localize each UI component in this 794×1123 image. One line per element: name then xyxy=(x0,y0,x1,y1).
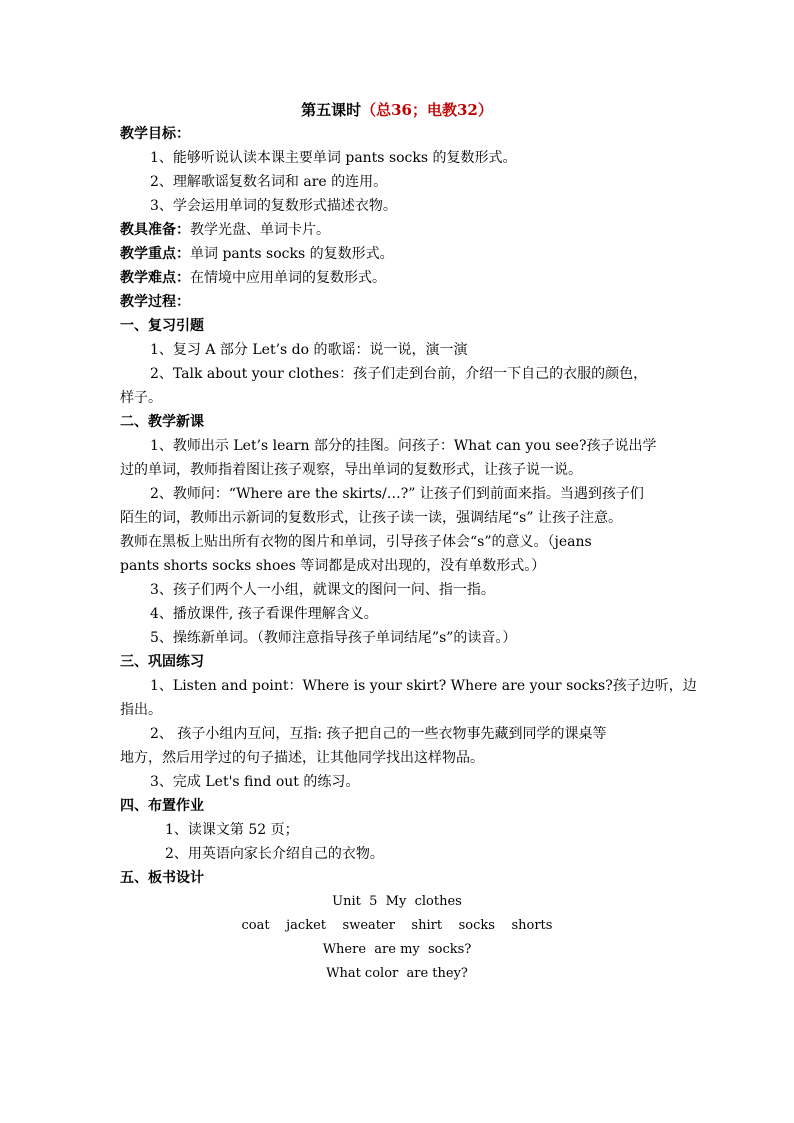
board-line: Unit 5 My clothes xyxy=(332,894,462,909)
difficulties-row xyxy=(120,266,386,290)
paragraph-line: pants shorts socks shoes 等词都是成对出现的，没有单数形式。） xyxy=(120,558,546,574)
section-heading-practice: 三、巩固练习 xyxy=(120,654,204,670)
board-line: coat jacket sweater shirt socks shorts xyxy=(241,918,553,933)
difficulties-label: 教学难点： xyxy=(120,270,190,286)
paragraph-line: 2、 孩子小组内互问，互指: 孩子把自己的一些衣物事先藏到同学的课桌等 xyxy=(150,726,607,742)
paragraph-line: 3、完成 Let's find out 的练习。 xyxy=(150,774,360,790)
paragraph-line: 1、教师出示 Let’s learn 部分的挂图。问孩子：What can you see?孩子说出学 xyxy=(150,438,657,454)
section-heading-board: 五、板书设计 xyxy=(120,870,204,886)
key-points-text: 单词 pants socks 的复数形式。 xyxy=(190,246,394,262)
paragraph-line: 1、读课文第 52 页； xyxy=(165,822,299,838)
title-main: 第五课时 xyxy=(301,101,362,119)
paragraph-line: 地方，然后用学过的句子描述，让其他同学找出这样物品。 xyxy=(120,750,484,766)
materials-text: 教学光盘、单词卡片。 xyxy=(190,222,330,238)
paragraph-line: 5、操练新单词。（教师注意指导孩子单词结尾”s”的读音。） xyxy=(150,630,517,646)
section-heading-homework: 四、布置作业 xyxy=(120,798,204,814)
key-points-label: 教学重点： xyxy=(120,246,190,262)
paragraph-line: 2、用英语向家长介绍自己的衣物。 xyxy=(165,846,384,862)
paragraph-line: 2、Talk about your clothes：孩子们走到台前，介绍一下自己的衣服的颜色， xyxy=(150,366,648,382)
objectives-label: 教学目标： xyxy=(120,126,190,142)
objective-item: 3、学会运用单词的复数形式描述衣物。 xyxy=(150,198,397,214)
materials-label: 教具准备： xyxy=(120,222,190,238)
paragraph-line: 样子。 xyxy=(120,390,162,406)
process-label: 教学过程： xyxy=(120,294,190,310)
difficulties-text: 在情境中应用单词的复数形式。 xyxy=(190,270,386,286)
section-heading-review: 一、复习引题 xyxy=(120,318,204,334)
paragraph-line: 3、孩子们两个人一小组，就课文的图问一问、指一指。 xyxy=(150,582,495,598)
section-heading-new-lesson: 二、教学新课 xyxy=(120,414,204,430)
paragraph-line: 教师在黑板上贴出所有衣物的图片和单词，引导孩子体会“s”的意义。（jeans xyxy=(120,534,592,550)
paragraph-line: 2、教师问：“Where are the skirts/…?” 让孩子们到前面来指。当遇到孩子们 xyxy=(150,486,644,502)
paragraph-line: 过的单词，教师指着图让孩子观察，导出单词的复数形式，让孩子说一说。 xyxy=(120,462,582,478)
paragraph-line: 4、播放课件, 孩子看课件理解含义。 xyxy=(150,606,378,622)
materials-row xyxy=(120,218,330,242)
paragraph-line: 1、Listen and point：Where is your skirt? Where are your socks?孩子边听，边 xyxy=(150,678,697,694)
paragraph-line: 陌生的词，教师出示新词的复数形式，让孩子读一读，强调结尾“s” 让孩子注意。 xyxy=(120,510,622,526)
objective-item: 2、理解歌谣复数名词和 are 的连用。 xyxy=(150,174,388,190)
paragraph-line: 指出。 xyxy=(120,702,162,718)
board-line: Where are my socks? xyxy=(322,942,472,957)
title-note: （总36；电教32） xyxy=(361,101,493,119)
paragraph-line: 1、复习 A 部分 Let’s do 的歌谣：说一说，演一演 xyxy=(150,342,468,358)
key-points-row xyxy=(120,242,394,266)
page-title xyxy=(0,98,794,122)
objective-item: 1、能够听说认读本课主要单词 pants socks 的复数形式。 xyxy=(150,150,517,166)
board-line: What color are they? xyxy=(326,966,468,981)
